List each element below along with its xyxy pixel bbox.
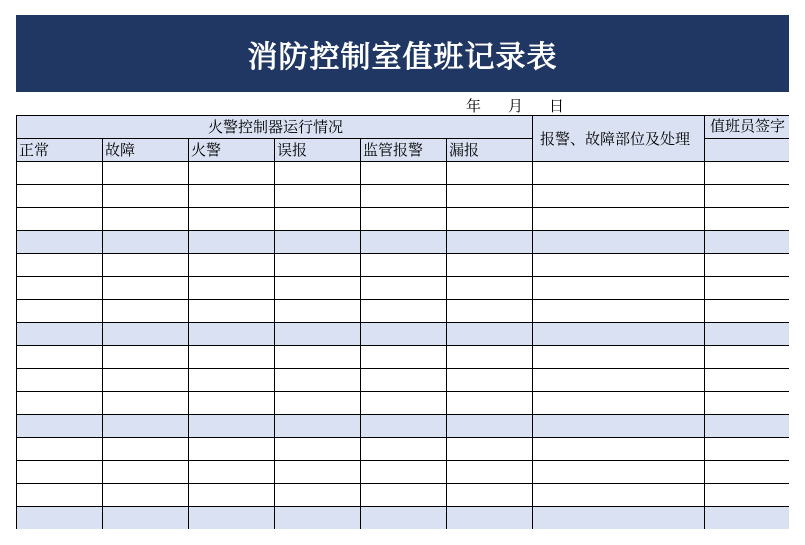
cell-parts[interactable]	[533, 438, 705, 461]
cell-normal[interactable]	[17, 461, 103, 484]
date-day-label: 日	[549, 97, 565, 115]
cell-missed-report[interactable]	[447, 300, 533, 323]
cell-fire-alarm[interactable]	[189, 162, 275, 185]
date-row	[16, 93, 789, 115]
cell-fault[interactable]	[103, 277, 189, 300]
cell-normal[interactable]	[17, 369, 103, 392]
date-year-label: 年	[466, 97, 482, 115]
cell-false-alarm[interactable]	[275, 162, 361, 185]
cell-signature[interactable]	[705, 392, 789, 415]
table-row	[17, 185, 790, 208]
cell-false-alarm[interactable]	[275, 369, 361, 392]
cell-false-alarm[interactable]	[275, 323, 361, 346]
cell-normal[interactable]	[17, 277, 103, 300]
cell-parts[interactable]	[533, 300, 705, 323]
cell-signature[interactable]	[705, 461, 789, 484]
cell-signature[interactable]	[705, 231, 789, 254]
cell-fault[interactable]	[103, 323, 189, 346]
cell-supervisory-alarm[interactable]	[361, 277, 447, 300]
cell-parts[interactable]	[533, 162, 705, 185]
cell-parts[interactable]	[533, 323, 705, 346]
cell-fault[interactable]	[103, 415, 189, 438]
cell-supervisory-alarm[interactable]	[361, 461, 447, 484]
page-title: 消防控制室值班记录表	[247, 39, 558, 75]
date-month-label: 月	[508, 97, 524, 115]
cell-false-alarm[interactable]	[275, 300, 361, 323]
cell-fault[interactable]	[103, 369, 189, 392]
cell-signature[interactable]	[705, 277, 789, 300]
cell-signature[interactable]	[705, 323, 789, 346]
cell-normal[interactable]	[17, 415, 103, 438]
cell-fire-alarm[interactable]	[189, 461, 275, 484]
cell-signature[interactable]	[705, 415, 789, 438]
cell-false-alarm[interactable]	[275, 254, 361, 277]
cell-missed-report[interactable]	[447, 346, 533, 369]
cell-normal[interactable]	[17, 392, 103, 415]
cell-signature[interactable]	[705, 346, 789, 369]
cell-parts[interactable]	[533, 415, 705, 438]
cell-missed-report[interactable]	[447, 323, 533, 346]
cell-fire-alarm[interactable]	[189, 484, 275, 507]
cell-signature[interactable]	[705, 369, 789, 392]
record-table-wrap	[16, 115, 789, 529]
cell-signature[interactable]	[705, 300, 789, 323]
cell-fire-alarm[interactable]	[189, 208, 275, 231]
cell-missed-report[interactable]	[447, 461, 533, 484]
cell-supervisory-alarm[interactable]	[361, 185, 447, 208]
header-normal: 正常	[17, 139, 103, 162]
cell-supervisory-alarm[interactable]	[361, 162, 447, 185]
cell-false-alarm[interactable]	[275, 438, 361, 461]
cell-fire-alarm[interactable]	[189, 369, 275, 392]
cell-fault[interactable]	[103, 300, 189, 323]
header-false-alarm: 误报	[275, 139, 361, 162]
cell-supervisory-alarm[interactable]	[361, 369, 447, 392]
cell-signature[interactable]	[705, 185, 789, 208]
cell-signature[interactable]	[705, 438, 789, 461]
cell-parts[interactable]	[533, 277, 705, 300]
cell-normal[interactable]	[17, 438, 103, 461]
header-sign-blank	[705, 139, 789, 162]
header-fire-alarm: 火警	[189, 139, 275, 162]
cell-missed-report[interactable]	[447, 369, 533, 392]
cell-missed-report[interactable]	[447, 254, 533, 277]
cell-supervisory-alarm[interactable]	[361, 300, 447, 323]
header-supervisory-alarm: 监管报警	[361, 139, 447, 162]
cell-fault[interactable]	[103, 162, 189, 185]
cell-supervisory-alarm[interactable]	[361, 415, 447, 438]
cell-parts[interactable]	[533, 231, 705, 254]
cell-fire-alarm[interactable]	[189, 231, 275, 254]
cell-fire-alarm[interactable]	[189, 346, 275, 369]
cell-parts[interactable]	[533, 369, 705, 392]
header-duty-signature: 值班员签字	[705, 116, 789, 139]
cell-normal[interactable]	[17, 162, 103, 185]
cell-normal[interactable]	[17, 231, 103, 254]
cell-false-alarm[interactable]	[275, 231, 361, 254]
cell-false-alarm[interactable]	[275, 484, 361, 507]
cell-signature[interactable]	[705, 254, 789, 277]
cell-false-alarm[interactable]	[275, 507, 361, 530]
cell-supervisory-alarm[interactable]	[361, 323, 447, 346]
table-row	[17, 208, 790, 231]
cell-false-alarm[interactable]	[275, 392, 361, 415]
cell-false-alarm[interactable]	[275, 461, 361, 484]
header-controller-status: 火警控制器运行情况	[17, 116, 533, 139]
cell-missed-report[interactable]	[447, 162, 533, 185]
header-fault: 故障	[103, 139, 189, 162]
cell-signature[interactable]	[705, 208, 789, 231]
cell-fault[interactable]	[103, 231, 189, 254]
cell-supervisory-alarm[interactable]	[361, 392, 447, 415]
cell-fault[interactable]	[103, 185, 189, 208]
cell-parts[interactable]	[533, 185, 705, 208]
cell-fire-alarm[interactable]	[189, 323, 275, 346]
record-table	[16, 115, 789, 529]
cell-supervisory-alarm[interactable]	[361, 484, 447, 507]
table-row	[17, 484, 790, 507]
cell-missed-report[interactable]	[447, 392, 533, 415]
cell-missed-report[interactable]	[447, 507, 533, 530]
cell-normal[interactable]	[17, 323, 103, 346]
cell-false-alarm[interactable]	[275, 346, 361, 369]
table-row	[17, 369, 790, 392]
cell-fire-alarm[interactable]	[189, 185, 275, 208]
table-row	[17, 507, 790, 530]
cell-parts[interactable]	[533, 208, 705, 231]
cell-false-alarm[interactable]	[275, 277, 361, 300]
cell-fault[interactable]	[103, 484, 189, 507]
cell-missed-report[interactable]	[447, 438, 533, 461]
cell-supervisory-alarm[interactable]	[361, 254, 447, 277]
table-row	[17, 415, 790, 438]
cell-normal[interactable]	[17, 254, 103, 277]
cell-normal[interactable]	[17, 346, 103, 369]
cell-fault[interactable]	[103, 208, 189, 231]
table-row	[17, 461, 790, 484]
cell-missed-report[interactable]	[447, 415, 533, 438]
table-row	[17, 323, 790, 346]
cell-supervisory-alarm[interactable]	[361, 438, 447, 461]
record-rows	[17, 162, 790, 530]
table-row	[17, 231, 790, 254]
table-row	[17, 438, 790, 461]
cell-normal[interactable]	[17, 300, 103, 323]
cell-missed-report[interactable]	[447, 231, 533, 254]
cell-fire-alarm[interactable]	[189, 507, 275, 530]
cell-fault[interactable]	[103, 254, 189, 277]
cell-false-alarm[interactable]	[275, 415, 361, 438]
cell-normal[interactable]	[17, 185, 103, 208]
cell-fault[interactable]	[103, 507, 189, 530]
cell-parts[interactable]	[533, 392, 705, 415]
table-row	[17, 254, 790, 277]
cell-fire-alarm[interactable]	[189, 254, 275, 277]
cell-supervisory-alarm[interactable]	[361, 507, 447, 530]
cell-parts[interactable]	[533, 461, 705, 484]
cell-fire-alarm[interactable]	[189, 277, 275, 300]
cell-signature[interactable]	[705, 507, 789, 530]
table-row	[17, 300, 790, 323]
table-row	[17, 162, 790, 185]
cell-fire-alarm[interactable]	[189, 300, 275, 323]
cell-supervisory-alarm[interactable]	[361, 208, 447, 231]
header-missed-report: 漏报	[447, 139, 533, 162]
cell-supervisory-alarm[interactable]	[361, 231, 447, 254]
cell-fire-alarm[interactable]	[189, 415, 275, 438]
cell-false-alarm[interactable]	[275, 208, 361, 231]
cell-missed-report[interactable]	[447, 208, 533, 231]
cell-fault[interactable]	[103, 392, 189, 415]
table-row	[17, 346, 790, 369]
cell-signature[interactable]	[705, 484, 789, 507]
cell-normal[interactable]	[17, 507, 103, 530]
table-row	[17, 277, 790, 300]
cell-fire-alarm[interactable]	[189, 438, 275, 461]
cell-missed-report[interactable]	[447, 185, 533, 208]
cell-fault[interactable]	[103, 438, 189, 461]
cell-parts[interactable]	[533, 254, 705, 277]
cell-missed-report[interactable]	[447, 277, 533, 300]
cell-fault[interactable]	[103, 346, 189, 369]
table-row	[17, 392, 790, 415]
cell-parts[interactable]	[533, 507, 705, 530]
cell-missed-report[interactable]	[447, 484, 533, 507]
cell-signature[interactable]	[705, 162, 789, 185]
cell-fire-alarm[interactable]	[189, 392, 275, 415]
cell-fault[interactable]	[103, 461, 189, 484]
cell-parts[interactable]	[533, 484, 705, 507]
cell-parts[interactable]	[533, 346, 705, 369]
cell-normal[interactable]	[17, 208, 103, 231]
cell-supervisory-alarm[interactable]	[361, 346, 447, 369]
cell-normal[interactable]	[17, 484, 103, 507]
cell-false-alarm[interactable]	[275, 185, 361, 208]
title-bar	[16, 15, 789, 92]
header-alarm-fault-parts: 报警、故障部位及处理	[533, 116, 705, 162]
